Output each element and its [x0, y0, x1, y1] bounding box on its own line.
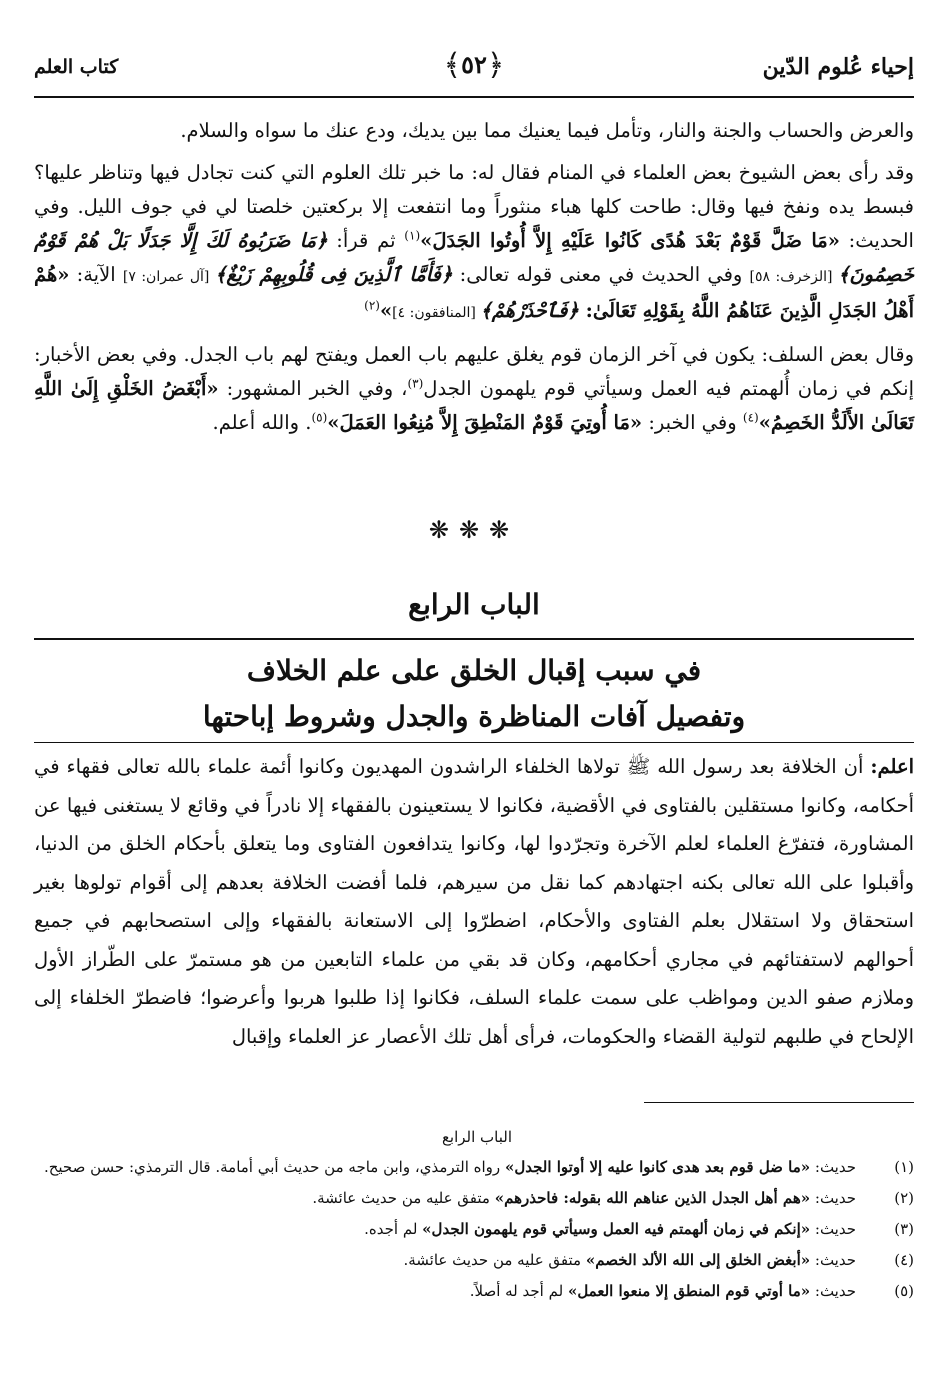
- footnotes: [40, 1124, 914, 1309]
- footnote-divider: [644, 1102, 914, 1103]
- footnote-item: [40, 1247, 914, 1273]
- footnote-hadith: «أبغض الخلق إلى الله الألد الخصم»: [585, 1251, 811, 1269]
- footnote-ref: (٥): [311, 410, 328, 425]
- chapter-label: الباب الرابع: [408, 588, 540, 621]
- footnote-number: (٤): [894, 1251, 914, 1269]
- chapter-paragraph: [34, 748, 914, 1056]
- footnote-hadith: «إنكم في زمان ألهمتم فيه العمل وسيأتي قوم يلهمون الجدل»: [422, 1220, 811, 1238]
- footnote-source: متفق عليه من حديث عائشة.: [312, 1189, 495, 1207]
- verse-citation: [آل عمران: ٧]: [122, 269, 215, 285]
- footnote-source: لم أجده.: [364, 1220, 423, 1238]
- section-divider-ornament: ❋❋❋: [428, 516, 520, 544]
- footnote-prefix: حديث:: [810, 1251, 856, 1269]
- text-run: ، وفي الخبر المشهور:: [218, 377, 408, 400]
- top-text: [34, 114, 914, 440]
- footnote-number: (٢): [894, 1189, 914, 1207]
- chapter-body: [34, 748, 914, 1056]
- chapter-title-line-2: وتفصيل آفات المناظرة والجدل وشروط إباحتها: [202, 700, 746, 733]
- quote-close: »: [379, 299, 393, 322]
- hadith-quote: «هُمْ أَهْلُ الجَدَلِ الَّذِينَ عَنَاهُمُ اللَّهُ بِقَوْلِهِ تَعَالَىٰ:: [34, 263, 914, 322]
- header-divider: [34, 96, 914, 98]
- footnote-prefix: حديث:: [810, 1282, 856, 1300]
- footnote-hadith: «ما ضل قوم بعد هدى كانوا عليه إلا أوتوا الجدل»: [504, 1158, 811, 1176]
- footnote-number: (٣): [894, 1220, 914, 1238]
- footnote-item: [40, 1185, 914, 1211]
- footnote-number: (٥): [894, 1282, 914, 1300]
- footnote-source: رواه الترمذي، وابن ماجه من حديث أبي أمامة. قال الترمذي: حسن صحيح.: [43, 1158, 505, 1176]
- footnote-ref: (٤): [742, 410, 759, 425]
- ornament-bracket-icon: ﴿: [486, 48, 505, 83]
- hadith-quote: «أَبْغَضُ الخَلْقِ إِلَىٰ اللَّهِ تَعَالَىٰ الأَلَدُّ الخَصِمُ»: [34, 377, 914, 434]
- footnote-prefix: حديث:: [810, 1220, 856, 1238]
- footnote-ref: (٣): [407, 376, 424, 391]
- paragraph-1: والعرض والحساب والجنة والنار، وتأمل فيما يعنيك مما بين يديك، ودع عنك ما سواه والسلام.: [180, 119, 914, 142]
- chapter-divider-bottom: [34, 742, 914, 743]
- text-run: وفي الخبر:: [642, 411, 743, 434]
- text-run: وفي الحديث في معنى قوله تعالى:: [452, 263, 750, 286]
- footnote-number: (١): [894, 1158, 914, 1176]
- lead-word: اعلم:: [870, 755, 914, 778]
- text-run: وقد رأى بعض الشيوخ بعض العلماء في المنام فقال له: ما خبر تلك العلوم التي كنت تجادل فيها وتناظر عليها؟ فبسط يده ونفخ فيها وقال: طاحت كلها هباء منثوراً وما انتفعت إلا بركعتين خلصتا لي في جوف الليل. وفي الحديث:: [34, 161, 914, 252]
- hadith-quote: «مَا ضَلَّ قَوْمٌ بَعْدَ هُدًى كَانُوا عَلَيْهِ إِلاَّ أُوتُوا الجَدَلَ»: [420, 229, 840, 252]
- text-run: أن الخلافة بعد رسول الله ﷺ تولاها الخلفاء الراشدون المهديون وكانوا أئمة علماء بالله تعالى فقهاء في أحكامه، وكانوا مستقلين بالفتاوى في الأقضية، فكانوا لا يستعينون بالفقهاء إلا نادراً في وقائع لا يستغنى فيها عن المشاورة، فتفرّغ العلماء لعلم الآخرة وتجرّدوا لها، وكانوا يتدافعون الفتاوى وما يتعلق بأحكام الخلق من الدنيا، وأقبلوا على الله تعالى بكنه اجتهادهم كما نقل من سيرهم، فلما أفضت الخلافة بعدهم إلى أقوام تولوها بغير استحقاق ولا استقلال بعلم الفتاوى والأحكام، اضطرّوا إلى الاستعانة بالفقهاء وإلى استصحابهم في جميع أحوالهم لاستفتائهم في مجاري أحكامهم، وكان قد بقي من علماء التابعين من هو مستمرّ على الطّراز الأول وملازم صفو الدين ومواظب على سمت علماء السلف، فكانوا إذا طلبوا هربوا وأعرضوا؛ فاضطرّ الخلفاء إلى الإلحاح في طلبهم لتولية القضاء والحكومات، فرأى أهل تلك الأعصار عز العلماء وإقبال: [34, 755, 914, 1048]
- page-number-value: ٥٢: [461, 50, 487, 79]
- paragraph-3: [34, 338, 914, 440]
- page-number: [444, 48, 505, 83]
- footnote-hadith: «هم أهل الجدل الذين عناهم الله بقوله: فاحذرهم»: [494, 1189, 811, 1207]
- verse-citation: [الزخرف: ٥٨]: [749, 269, 838, 285]
- footnote-item: [40, 1216, 914, 1242]
- quran-verse: ﴿فَأَمَّا ٱلَّذِينَ فِى قُلُوبِهِمْ زَيْغٌ﴾: [214, 263, 453, 286]
- footnote-ref: (٢): [364, 298, 380, 313]
- footnote-hadith: «ما أوتي قوم المنطق إلا منعوا العمل»: [567, 1282, 811, 1300]
- quran-verse: ﴿فَٱحْذَرْهُمْ﴾: [480, 299, 579, 322]
- ornament-bracket-icon: ﴾: [443, 48, 462, 83]
- chapter-title: [0, 648, 948, 740]
- text-run: . والله أعلم.: [212, 411, 312, 434]
- footnote-source: لم أجد له أصلاً.: [469, 1282, 568, 1300]
- chapter-title-line-1: في سبب إقبال الخلق على علم الخلاف: [246, 654, 702, 687]
- section-title: كتاب العلم: [34, 56, 119, 78]
- footnote-item: [40, 1154, 914, 1180]
- text-run: ثم قرأ:: [327, 229, 405, 252]
- footnote-prefix: حديث:: [810, 1189, 856, 1207]
- chapter-divider: [34, 638, 914, 640]
- footnote-item: [40, 1278, 914, 1304]
- book-title: إحياء عُلوم الدّين: [762, 54, 914, 80]
- text-run: وقال بعض السلف: يكون في آخر الزمان قوم يغلق عليهم باب العمل ويفتح لهم باب الجدل. وفي بعض الأخبار: إنكم في زمان أُلهمتم فيه العمل وسيأتي قوم يلهمون الجدل: [34, 343, 914, 400]
- footnote-source: متفق عليه من حديث عائشة.: [403, 1251, 586, 1269]
- running-header: [34, 48, 914, 92]
- footnote-prefix: حديث:: [810, 1158, 856, 1176]
- verse-citation: [المنافقون: ٤]: [392, 305, 481, 321]
- quran-verse: ﴿مَا ضَرَبُوهُ لَكَ إِلَّا جَدَلًا بَلْ هُمْ قَوْمٌ خَصِمُونَ﴾: [34, 229, 914, 286]
- footnote-ref: (١): [404, 228, 421, 243]
- text-run: الآية:: [69, 263, 123, 286]
- hadith-quote: «مَا أُوتِيَ قَوْمٌ المَنْطِقَ إِلاَّ مُنِعُوا العَمَلَ»: [327, 411, 643, 434]
- footnotes-heading: الباب الرابع: [441, 1128, 513, 1146]
- paragraph-2: [34, 156, 914, 330]
